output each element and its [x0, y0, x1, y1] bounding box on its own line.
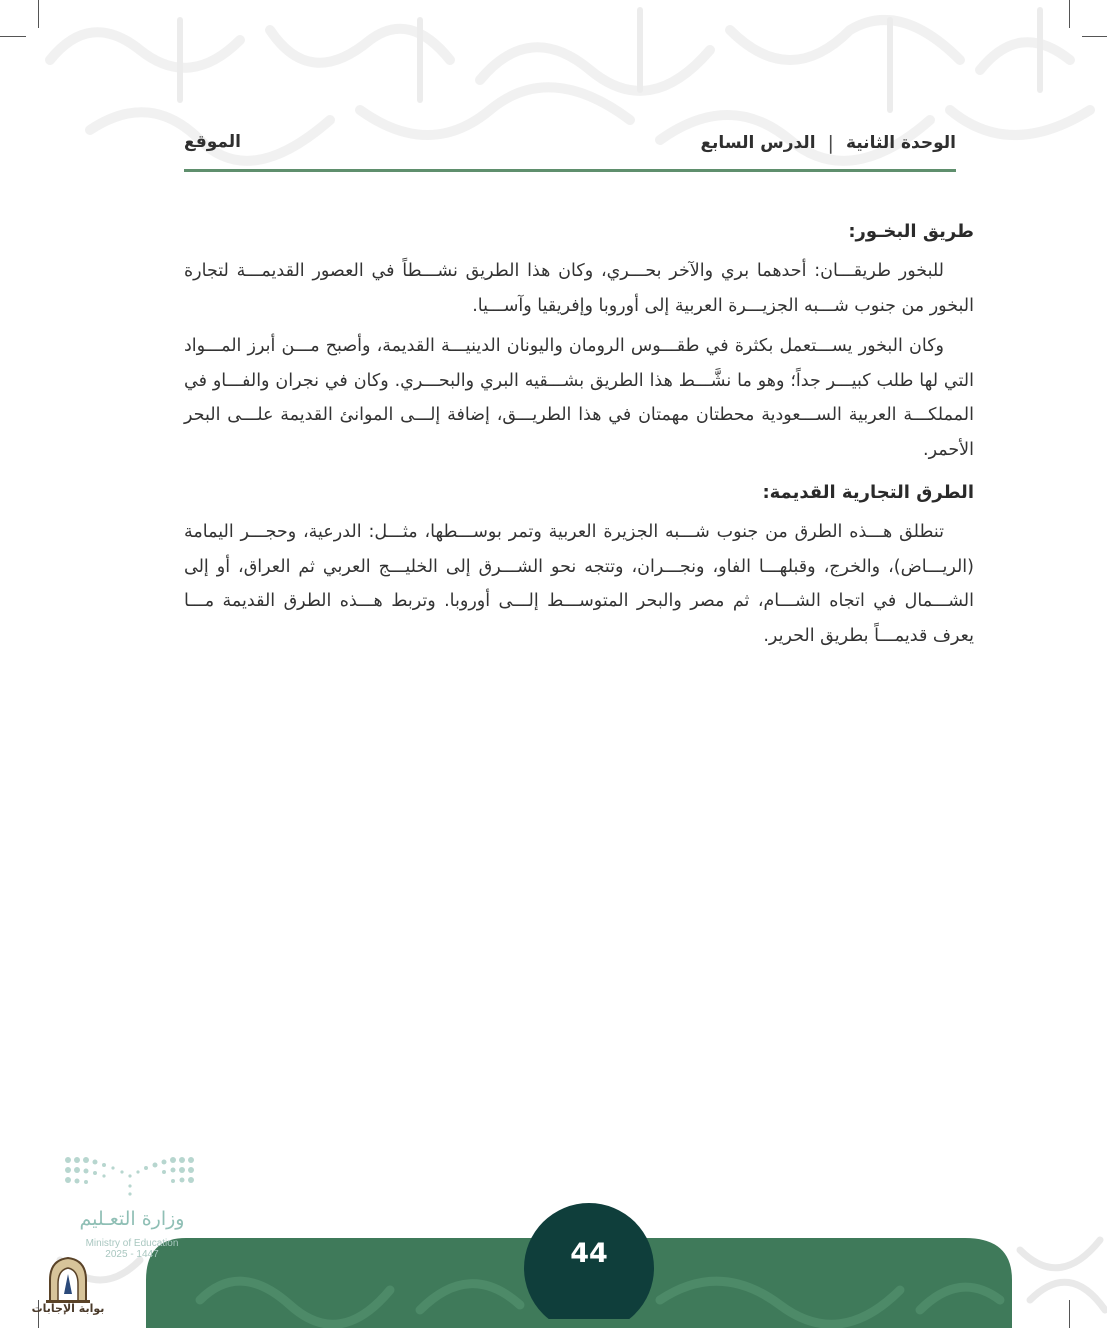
ministry-logo: [60, 1150, 205, 1260]
page-content: [184, 216, 974, 659]
paragraph: للبخور طريقـــان: أحدهما بري والآخر بحـــري، وكان هذا الطريق نشـــطاً في العصور القديمـــة لتجارة البخور من جنوب شـــبه الجزيـــرة العربية إلى أوروبا وإفريقيا وآســـيا.: [184, 261, 974, 316]
section-incense-route: [184, 216, 974, 467]
header-divider: [184, 169, 956, 172]
paragraph: وكان البخور يســـتعمل بكثرة في طقـــوس الرومان واليونان الدينيـــة القديمة، وأصبح مـــن أبرز المـــواد التي لها طلب كبيـــر جداً؛ وهو ما نشَّـــط هذا الطريق بشـــقيه البري والبحـــري. وكان في نجران والفـــاو في المملكـــة العربية الســـعودية محطتان مهمتان في هذا الطريـــق، إضافة إلـــى الموانئ القديمة علـــى البحر الأحمر.: [184, 336, 974, 460]
page-header: [184, 128, 956, 164]
header-topic: الموقع: [184, 132, 242, 152]
header-separator: |: [827, 132, 834, 154]
page-number-text: 44: [570, 1237, 608, 1269]
portal-dome-icon: [28, 1254, 108, 1304]
header-breadcrumb: [700, 132, 956, 154]
ministry-name-en: Ministry of Education 2025 - 1447: [85, 1238, 179, 1260]
ministry-name-ar: وزارة التعـليم: [79, 1208, 185, 1230]
crop-mark: [0, 36, 26, 37]
portal-label: بوابة الإجابات: [31, 1302, 105, 1315]
section-ancient-trade-routes: [184, 477, 974, 653]
answers-portal-logo: [28, 1254, 108, 1322]
page-number: [524, 1203, 654, 1319]
header-unit: الوحدة الثانية: [845, 133, 956, 153]
paragraph: تنطلق هـــذه الطرق من جنوب شـــبه الجزيرة العربية وتمر بوســـطها، مثـــل: الدرعية، وحجـــر اليمامة (الريـــاض)، والخرج، وقبلهـــا الفاو، ونجـــران، وتتجه نحو الشـــرق إلى الخليـــج العربي ثم العراق، أو إلى الشـــمال في اتجاه الشـــام، ثم مصر والبحر المتوســـط إلـــى أوروبا. وتربط هـــذه الطرق القديمة مـــا يعرف قديمـــاً بطريق الحرير.: [184, 522, 974, 646]
header-lesson: الدرس السابع: [700, 133, 816, 153]
section-title: طريق البخـور:: [848, 221, 974, 242]
section-title: الطرق التجارية القديمة:: [762, 482, 974, 503]
ministry-dots-icon: [60, 1150, 205, 1206]
ministry-year: 2025 - 1447: [105, 1249, 159, 1260]
